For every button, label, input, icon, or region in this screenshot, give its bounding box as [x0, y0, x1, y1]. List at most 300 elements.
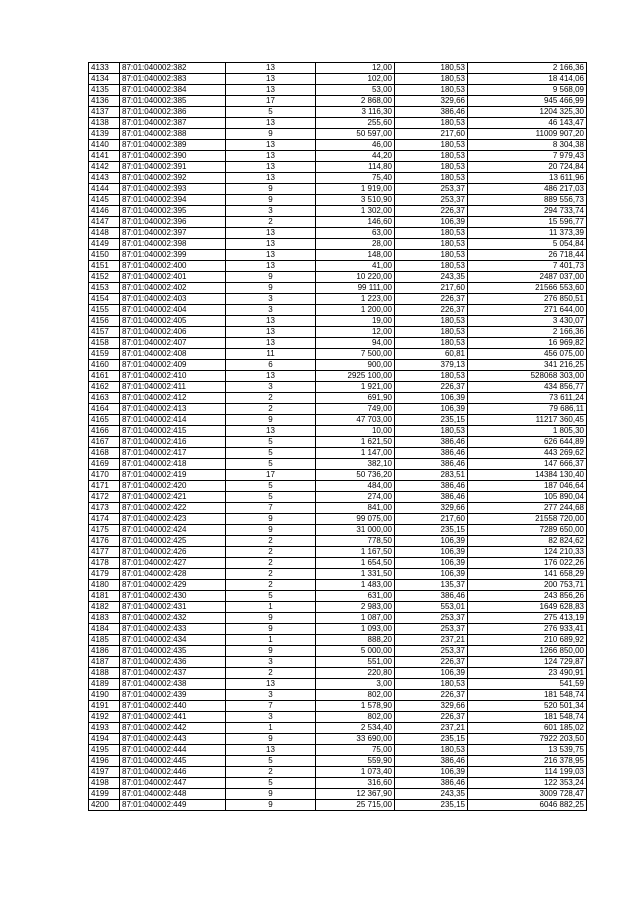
specific-value-cell: 386,46	[395, 492, 468, 503]
row-number-cell: 4180	[89, 580, 120, 591]
cadastral-value-cell: 5 054,84	[468, 239, 587, 250]
table-row	[89, 184, 587, 195]
group-code-cell: 17	[226, 96, 316, 107]
table-row	[89, 679, 587, 690]
group-code-cell: 3	[226, 382, 316, 393]
cadastral-number-cell: 87:01:040002:421	[120, 492, 226, 503]
row-number-cell: 4143	[89, 173, 120, 184]
cadastral-value-cell: 275 413,19	[468, 613, 587, 624]
row-number-cell: 4181	[89, 591, 120, 602]
specific-value-cell: 226,37	[395, 690, 468, 701]
row-number-cell: 4154	[89, 294, 120, 305]
group-code-cell: 13	[226, 151, 316, 162]
group-code-cell: 3	[226, 305, 316, 316]
cadastral-value-cell: 3 430,07	[468, 316, 587, 327]
group-code-cell: 3	[226, 206, 316, 217]
area-cell: 1 483,00	[316, 580, 395, 591]
row-number-cell: 4196	[89, 756, 120, 767]
group-code-cell: 9	[226, 734, 316, 745]
cadastral-number-cell: 87:01:040002:449	[120, 800, 226, 811]
cadastral-value-cell: 210 689,92	[468, 635, 587, 646]
specific-value-cell: 60,81	[395, 349, 468, 360]
specific-value-cell: 106,39	[395, 547, 468, 558]
table-row	[89, 195, 587, 206]
area-cell: 691,90	[316, 393, 395, 404]
cadastral-value-cell: 341 216,25	[468, 360, 587, 371]
area-cell: 31 000,00	[316, 525, 395, 536]
table-row	[89, 624, 587, 635]
specific-value-cell: 180,53	[395, 316, 468, 327]
specific-value-cell: 180,53	[395, 261, 468, 272]
table-row	[89, 426, 587, 437]
group-code-cell: 2	[226, 536, 316, 547]
row-number-cell: 4194	[89, 734, 120, 745]
group-code-cell: 9	[226, 184, 316, 195]
area-cell: 53,00	[316, 85, 395, 96]
group-code-cell: 9	[226, 646, 316, 657]
cadastral-number-cell: 87:01:040002:386	[120, 107, 226, 118]
group-code-cell: 7	[226, 503, 316, 514]
row-number-cell: 4170	[89, 470, 120, 481]
row-number-cell: 4169	[89, 459, 120, 470]
cadastral-number-cell: 87:01:040002:430	[120, 591, 226, 602]
table-row	[89, 800, 587, 811]
cadastral-number-cell: 87:01:040002:400	[120, 261, 226, 272]
table-row	[89, 217, 587, 228]
area-cell: 2 983,00	[316, 602, 395, 613]
table-row	[89, 338, 587, 349]
group-code-cell: 13	[226, 140, 316, 151]
cadastral-number-cell: 87:01:040002:426	[120, 547, 226, 558]
row-number-cell: 4179	[89, 569, 120, 580]
row-number-cell: 4191	[89, 701, 120, 712]
cadastral-value-cell: 15 596,77	[468, 217, 587, 228]
row-number-cell: 4146	[89, 206, 120, 217]
row-number-cell: 4195	[89, 745, 120, 756]
cadastral-number-cell: 87:01:040002:415	[120, 426, 226, 437]
group-code-cell: 5	[226, 448, 316, 459]
area-cell: 3 510,90	[316, 195, 395, 206]
area-cell: 10,00	[316, 426, 395, 437]
cadastral-value-cell: 9 568,09	[468, 85, 587, 96]
row-number-cell: 4185	[89, 635, 120, 646]
area-cell: 94,00	[316, 338, 395, 349]
group-code-cell: 9	[226, 283, 316, 294]
group-code-cell: 2	[226, 569, 316, 580]
cadastral-number-cell: 87:01:040002:434	[120, 635, 226, 646]
area-cell: 5 000,00	[316, 646, 395, 657]
group-code-cell: 13	[226, 239, 316, 250]
group-code-cell: 5	[226, 778, 316, 789]
cadastral-value-cell: 7922 203,50	[468, 734, 587, 745]
table-row	[89, 547, 587, 558]
area-cell: 33 690,00	[316, 734, 395, 745]
specific-value-cell: 386,46	[395, 778, 468, 789]
specific-value-cell: 180,53	[395, 63, 468, 74]
specific-value-cell: 226,37	[395, 305, 468, 316]
cadastral-number-cell: 87:01:040002:433	[120, 624, 226, 635]
specific-value-cell: 253,37	[395, 646, 468, 657]
cadastral-number-cell: 87:01:040002:401	[120, 272, 226, 283]
cadastral-value-cell: 21566 553,60	[468, 283, 587, 294]
group-code-cell: 2	[226, 393, 316, 404]
group-code-cell: 9	[226, 800, 316, 811]
cadastral-value-cell: 2 166,36	[468, 63, 587, 74]
group-code-cell: 13	[226, 63, 316, 74]
cadastral-number-cell: 87:01:040002:435	[120, 646, 226, 657]
cadastral-number-cell: 87:01:040002:422	[120, 503, 226, 514]
cadastral-number-cell: 87:01:040002:408	[120, 349, 226, 360]
group-code-cell: 1	[226, 635, 316, 646]
row-number-cell: 4175	[89, 525, 120, 536]
table-row	[89, 602, 587, 613]
cadastral-number-cell: 87:01:040002:396	[120, 217, 226, 228]
area-cell: 1 093,00	[316, 624, 395, 635]
row-number-cell: 4184	[89, 624, 120, 635]
specific-value-cell: 379,13	[395, 360, 468, 371]
area-cell: 1 302,00	[316, 206, 395, 217]
table-body	[89, 63, 587, 811]
cadastral-value-cell: 181 548,74	[468, 712, 587, 723]
row-number-cell: 4158	[89, 338, 120, 349]
row-number-cell: 4190	[89, 690, 120, 701]
cadastral-number-cell: 87:01:040002:393	[120, 184, 226, 195]
specific-value-cell: 386,46	[395, 107, 468, 118]
specific-value-cell: 180,53	[395, 426, 468, 437]
cadastral-number-cell: 87:01:040002:403	[120, 294, 226, 305]
specific-value-cell: 180,53	[395, 85, 468, 96]
cadastral-value-cell: 20 724,84	[468, 162, 587, 173]
specific-value-cell: 180,53	[395, 239, 468, 250]
row-number-cell: 4145	[89, 195, 120, 206]
specific-value-cell: 106,39	[395, 536, 468, 547]
area-cell: 47 703,00	[316, 415, 395, 426]
row-number-cell: 4200	[89, 800, 120, 811]
group-code-cell: 9	[226, 613, 316, 624]
cadastral-value-cell: 276 850,51	[468, 294, 587, 305]
cadastral-number-cell: 87:01:040002:398	[120, 239, 226, 250]
cadastral-value-cell: 7 401,73	[468, 261, 587, 272]
row-number-cell: 4150	[89, 250, 120, 261]
group-code-cell: 6	[226, 360, 316, 371]
cadastral-value-cell: 520 501,34	[468, 701, 587, 712]
cadastral-value-cell: 124 210,33	[468, 547, 587, 558]
row-number-cell: 4165	[89, 415, 120, 426]
area-cell: 382,10	[316, 459, 395, 470]
area-cell: 12,00	[316, 327, 395, 338]
row-number-cell: 4197	[89, 767, 120, 778]
cadastral-number-cell: 87:01:040002:385	[120, 96, 226, 107]
cadastral-number-cell: 87:01:040002:445	[120, 756, 226, 767]
specific-value-cell: 180,53	[395, 371, 468, 382]
table-row	[89, 591, 587, 602]
cadastral-number-cell: 87:01:040002:389	[120, 140, 226, 151]
group-code-cell: 5	[226, 492, 316, 503]
group-code-cell: 13	[226, 261, 316, 272]
cadastral-number-cell: 87:01:040002:411	[120, 382, 226, 393]
specific-value-cell: 217,60	[395, 129, 468, 140]
area-cell: 146,60	[316, 217, 395, 228]
cadastral-number-cell: 87:01:040002:427	[120, 558, 226, 569]
cadastral-value-cell: 124 729,87	[468, 657, 587, 668]
group-code-cell: 5	[226, 756, 316, 767]
area-cell: 802,00	[316, 690, 395, 701]
group-code-cell: 9	[226, 415, 316, 426]
area-cell: 2 868,00	[316, 96, 395, 107]
group-code-cell: 9	[226, 789, 316, 800]
table-row	[89, 228, 587, 239]
table-row	[89, 63, 587, 74]
row-number-cell: 4183	[89, 613, 120, 624]
row-number-cell: 4177	[89, 547, 120, 558]
cadastral-value-cell: 2 166,36	[468, 327, 587, 338]
cadastral-value-cell: 21558 720,00	[468, 514, 587, 525]
row-number-cell: 4149	[89, 239, 120, 250]
cadastral-value-cell: 7 979,43	[468, 151, 587, 162]
group-code-cell: 13	[226, 162, 316, 173]
area-cell: 99 075,00	[316, 514, 395, 525]
specific-value-cell: 180,53	[395, 140, 468, 151]
table-row	[89, 140, 587, 151]
area-cell: 2925 100,00	[316, 371, 395, 382]
group-code-cell: 13	[226, 426, 316, 437]
area-cell: 1 200,00	[316, 305, 395, 316]
table-row	[89, 107, 587, 118]
area-cell: 114,80	[316, 162, 395, 173]
table-row	[89, 382, 587, 393]
specific-value-cell: 106,39	[395, 393, 468, 404]
area-cell: 274,00	[316, 492, 395, 503]
specific-value-cell: 386,46	[395, 591, 468, 602]
cadastral-number-cell: 87:01:040002:418	[120, 459, 226, 470]
table-row	[89, 503, 587, 514]
table-row	[89, 745, 587, 756]
area-cell: 1 578,90	[316, 701, 395, 712]
cadastral-number-cell: 87:01:040002:446	[120, 767, 226, 778]
cadastral-value-cell: 1 805,30	[468, 426, 587, 437]
group-code-cell: 2	[226, 547, 316, 558]
specific-value-cell: 329,66	[395, 96, 468, 107]
table-row	[89, 459, 587, 470]
table-row	[89, 558, 587, 569]
row-number-cell: 4137	[89, 107, 120, 118]
group-code-cell: 3	[226, 690, 316, 701]
cadastral-number-cell: 87:01:040002:388	[120, 129, 226, 140]
cadastral-value-cell: 3009 728,47	[468, 789, 587, 800]
area-cell: 631,00	[316, 591, 395, 602]
cadastral-number-cell: 87:01:040002:440	[120, 701, 226, 712]
group-code-cell: 5	[226, 437, 316, 448]
cadastral-number-cell: 87:01:040002:404	[120, 305, 226, 316]
cadastral-value-cell: 271 644,00	[468, 305, 587, 316]
cadastral-number-cell: 87:01:040002:395	[120, 206, 226, 217]
cadastral-number-cell: 87:01:040002:409	[120, 360, 226, 371]
table-row	[89, 514, 587, 525]
table-row	[89, 360, 587, 371]
row-number-cell: 4144	[89, 184, 120, 195]
area-cell: 1 087,00	[316, 613, 395, 624]
area-cell: 220,80	[316, 668, 395, 679]
row-number-cell: 4189	[89, 679, 120, 690]
cadastral-value-cell: 105 890,04	[468, 492, 587, 503]
cadastral-value-cell: 294 733,74	[468, 206, 587, 217]
area-cell: 551,00	[316, 657, 395, 668]
cadastral-value-cell: 14384 130,40	[468, 470, 587, 481]
cadastral-number-cell: 87:01:040002:387	[120, 118, 226, 129]
cadastral-value-cell: 601 185,02	[468, 723, 587, 734]
row-number-cell: 4161	[89, 371, 120, 382]
area-cell: 50 597,00	[316, 129, 395, 140]
row-number-cell: 4133	[89, 63, 120, 74]
group-code-cell: 2	[226, 558, 316, 569]
table-row	[89, 151, 587, 162]
area-cell: 3 116,30	[316, 107, 395, 118]
table-row	[89, 415, 587, 426]
area-cell: 1 621,50	[316, 437, 395, 448]
group-code-cell: 2	[226, 404, 316, 415]
cadastral-number-cell: 87:01:040002:424	[120, 525, 226, 536]
table-row	[89, 492, 587, 503]
cadastral-number-cell: 87:01:040002:392	[120, 173, 226, 184]
table-row	[89, 294, 587, 305]
table-row	[89, 525, 587, 536]
row-number-cell: 4142	[89, 162, 120, 173]
cadastral-number-cell: 87:01:040002:442	[120, 723, 226, 734]
cadastral-number-cell: 87:01:040002:383	[120, 74, 226, 85]
specific-value-cell: 235,15	[395, 525, 468, 536]
specific-value-cell: 180,53	[395, 118, 468, 129]
row-number-cell: 4155	[89, 305, 120, 316]
table-row	[89, 734, 587, 745]
table-row	[89, 316, 587, 327]
table-row	[89, 646, 587, 657]
table-row	[89, 635, 587, 646]
row-number-cell: 4153	[89, 283, 120, 294]
area-cell: 1 921,00	[316, 382, 395, 393]
cadastral-value-cell: 13 611,96	[468, 173, 587, 184]
group-code-cell: 9	[226, 525, 316, 536]
cadastral-number-cell: 87:01:040002:416	[120, 437, 226, 448]
row-number-cell: 4136	[89, 96, 120, 107]
area-cell: 75,00	[316, 745, 395, 756]
row-number-cell: 4173	[89, 503, 120, 514]
row-number-cell: 4163	[89, 393, 120, 404]
table-row	[89, 305, 587, 316]
cadastral-value-cell: 434 856,77	[468, 382, 587, 393]
specific-value-cell: 180,53	[395, 74, 468, 85]
area-cell: 12,00	[316, 63, 395, 74]
cadastral-number-cell: 87:01:040002:405	[120, 316, 226, 327]
table-row	[89, 272, 587, 283]
specific-value-cell: 135,37	[395, 580, 468, 591]
cadastral-value-cell: 7289 650,00	[468, 525, 587, 536]
area-cell: 44,20	[316, 151, 395, 162]
row-number-cell: 4164	[89, 404, 120, 415]
cadastral-value-cell: 73 611,24	[468, 393, 587, 404]
cadastral-number-cell: 87:01:040002:406	[120, 327, 226, 338]
area-cell: 778,50	[316, 536, 395, 547]
specific-value-cell: 180,53	[395, 338, 468, 349]
cadastral-value-cell: 6046 882,25	[468, 800, 587, 811]
cadastral-value-cell: 13 539,75	[468, 745, 587, 756]
cadastral-number-cell: 87:01:040002:417	[120, 448, 226, 459]
area-cell: 316,60	[316, 778, 395, 789]
specific-value-cell: 253,37	[395, 184, 468, 195]
table-row	[89, 162, 587, 173]
cadastral-value-table	[88, 62, 587, 811]
cadastral-value-cell: 243 856,26	[468, 591, 587, 602]
cadastral-value-cell: 18 414,06	[468, 74, 587, 85]
cadastral-value-cell: 277 244,68	[468, 503, 587, 514]
group-code-cell: 2	[226, 580, 316, 591]
group-code-cell: 9	[226, 514, 316, 525]
cadastral-number-cell: 87:01:040002:443	[120, 734, 226, 745]
specific-value-cell: 180,53	[395, 679, 468, 690]
cadastral-number-cell: 87:01:040002:399	[120, 250, 226, 261]
row-number-cell: 4198	[89, 778, 120, 789]
table-row	[89, 239, 587, 250]
row-number-cell: 4160	[89, 360, 120, 371]
area-cell: 10 220,00	[316, 272, 395, 283]
cadastral-number-cell: 87:01:040002:397	[120, 228, 226, 239]
specific-value-cell: 235,15	[395, 734, 468, 745]
area-cell: 41,00	[316, 261, 395, 272]
cadastral-value-cell: 8 304,38	[468, 140, 587, 151]
table-row	[89, 767, 587, 778]
area-cell: 484,00	[316, 481, 395, 492]
area-cell: 2 534,40	[316, 723, 395, 734]
area-cell: 1 073,40	[316, 767, 395, 778]
cadastral-value-cell: 456 075,00	[468, 349, 587, 360]
group-code-cell: 13	[226, 745, 316, 756]
group-code-cell: 7	[226, 701, 316, 712]
table-row	[89, 206, 587, 217]
group-code-cell: 9	[226, 624, 316, 635]
group-code-cell: 13	[226, 173, 316, 184]
cadastral-number-cell: 87:01:040002:425	[120, 536, 226, 547]
specific-value-cell: 106,39	[395, 404, 468, 415]
specific-value-cell: 386,46	[395, 756, 468, 767]
area-cell: 1 147,00	[316, 448, 395, 459]
group-code-cell: 13	[226, 316, 316, 327]
cadastral-value-cell: 276 933,41	[468, 624, 587, 635]
group-code-cell: 13	[226, 85, 316, 96]
area-cell: 25 715,00	[316, 800, 395, 811]
group-code-cell: 9	[226, 129, 316, 140]
group-code-cell: 9	[226, 272, 316, 283]
table-row	[89, 701, 587, 712]
cadastral-number-cell: 87:01:040002:419	[120, 470, 226, 481]
specific-value-cell: 180,53	[395, 228, 468, 239]
area-cell: 1 223,00	[316, 294, 395, 305]
specific-value-cell: 106,39	[395, 569, 468, 580]
cadastral-value-cell: 26 718,44	[468, 250, 587, 261]
row-number-cell: 4166	[89, 426, 120, 437]
table-row	[89, 327, 587, 338]
cadastral-number-cell: 87:01:040002:432	[120, 613, 226, 624]
table-row	[89, 404, 587, 415]
cadastral-number-cell: 87:01:040002:402	[120, 283, 226, 294]
table-row	[89, 96, 587, 107]
cadastral-number-cell: 87:01:040002:436	[120, 657, 226, 668]
group-code-cell: 5	[226, 591, 316, 602]
cadastral-value-cell: 541,59	[468, 679, 587, 690]
table-row	[89, 690, 587, 701]
area-cell: 99 111,00	[316, 283, 395, 294]
cadastral-value-cell: 528068 303,00	[468, 371, 587, 382]
row-number-cell: 4157	[89, 327, 120, 338]
cadastral-value-cell: 147 666,37	[468, 459, 587, 470]
